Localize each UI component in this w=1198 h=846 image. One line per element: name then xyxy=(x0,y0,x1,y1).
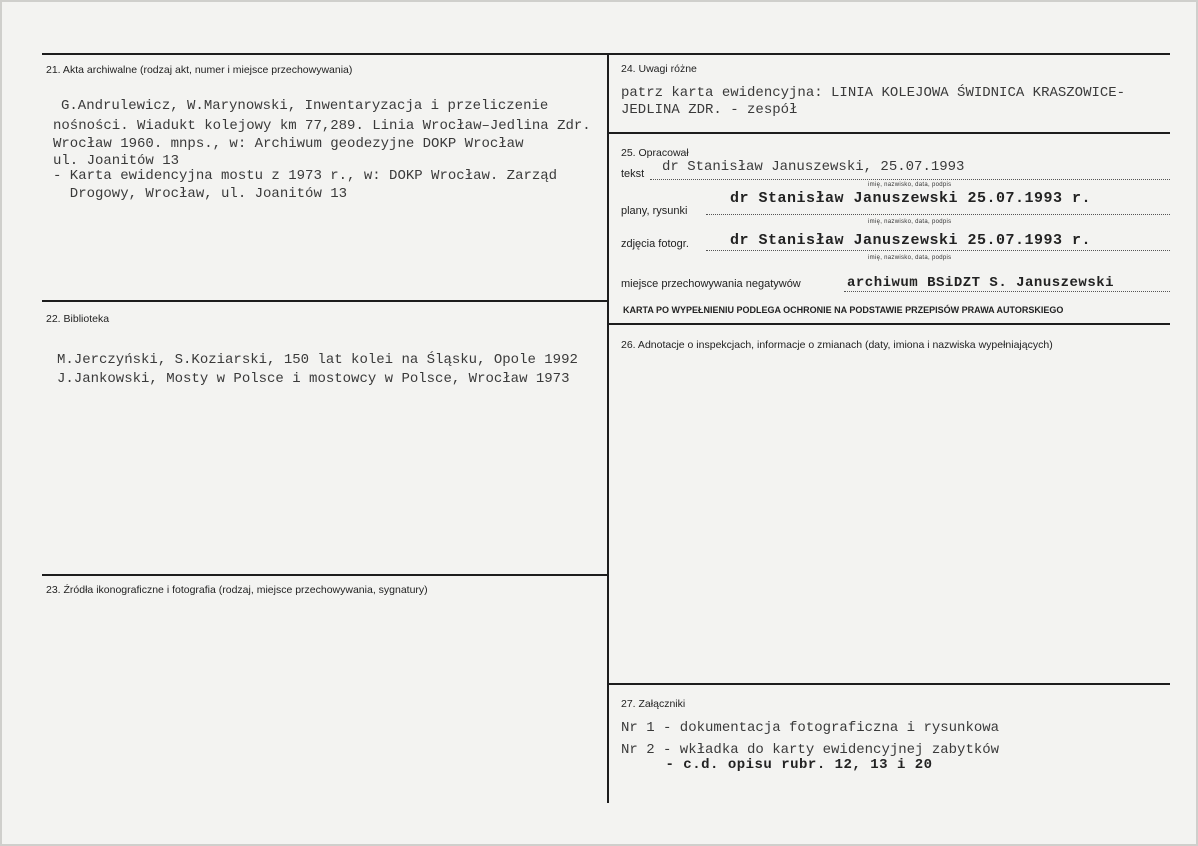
rule-27 xyxy=(608,683,1170,685)
section-26-header: 26. Adnotacje o inspekcjach, informacje o zmianach (daty, imiona i nazwiska wypełniających) xyxy=(621,339,1053,351)
tekst-caption: imię, nazwisko, data, podpis xyxy=(868,182,952,188)
top-rule-right xyxy=(608,53,1170,55)
rule-22 xyxy=(42,300,608,302)
negatywy-label: miejsce przechowywania negatywów xyxy=(621,278,801,290)
center-divider xyxy=(607,53,609,803)
s22-line-1: M.Jerczyński, S.Koziarski, 150 lat kolei na Śląsku, Opole 1992 xyxy=(57,352,578,368)
s21-line-6: Drogowy, Wrocław, ul. Joanitów 13 xyxy=(53,186,348,202)
plany-label: plany, rysunki xyxy=(621,205,688,217)
section-25-header: 25. Opracował xyxy=(621,147,689,159)
s21-line-2: nośności. Wiadukt kolejowy km 77,289. Linia Wrocław–Jedlina Zdr. xyxy=(53,118,591,134)
section-21-header: 21. Akta archiwalne (rodzaj akt, numer i miejsce przechowywania) xyxy=(46,64,353,76)
zdjecia-caption: imię, nazwisko, data, podpis xyxy=(868,255,952,261)
section-23-header: 23. Źródła ikonograficzne i fotografia (rodzaj, miejsce przechowywania, sygnatury) xyxy=(46,584,428,596)
s21-line-3: Wrocław 1960. mnps., w: Archiwum geodezyjne DOKP Wrocław xyxy=(53,136,524,152)
s22-line-2: J.Jankowski, Mosty w Polsce i mostowcy w Polsce, Wrocław 1973 xyxy=(57,371,570,387)
zdjecia-label: zdjęcia fotogr. xyxy=(621,238,689,250)
s27-line-2: Nr 2 - wkładka do karty ewidencyjnej zabytków xyxy=(621,742,1000,758)
s27-line-1: Nr 1 - dokumentacja fotograficzna i rysunkowa xyxy=(621,720,1000,736)
section-24-header: 24. Uwagi różne xyxy=(621,63,697,75)
s24-line-1: patrz karta ewidencyjna: LINIA KOLEJOWA ŚWIDNICA KRASZOWICE- xyxy=(621,85,1126,101)
tekst-value: dr Stanisław Januszewski, 25.07.1993 xyxy=(662,159,965,175)
s21-line-5: - Karta ewidencyjna mostu z 1973 r., w: DOKP Wrocław. Zarząd xyxy=(53,168,558,184)
section-22-header: 22. Biblioteka xyxy=(46,313,110,325)
rule-23 xyxy=(42,574,608,576)
zdjecia-value: dr Stanisław Januszewski 25.07.1993 r. xyxy=(730,232,1092,249)
tekst-dotted-line xyxy=(650,179,1170,180)
plany-dotted-line xyxy=(706,214,1170,215)
plany-caption: imię, nazwisko, data, podpis xyxy=(868,219,952,225)
s21-line-1: G.Andrulewicz, W.Marynowski, Inwentaryzacja i przeliczenie xyxy=(61,98,549,114)
s24-line-2: JEDLINA ZDR. - zespół xyxy=(621,102,798,118)
section-27-header: 27. Załączniki xyxy=(621,698,686,710)
plany-value: dr Stanisław Januszewski 25.07.1993 r. xyxy=(730,190,1092,207)
tekst-label: tekst xyxy=(621,168,645,180)
rule-26 xyxy=(608,323,1170,325)
s21-line-4: ul. Joanitów 13 xyxy=(53,153,180,169)
s27-line-3: - c.d. opisu rubr. 12, 13 i 20 xyxy=(621,757,933,773)
copyright-notice: KARTA PO WYPEŁNIENIU PODLEGA OCHRONIE NA PODSTAWIE PRZEPISÓW PRAWA AUTORSKIEGO xyxy=(623,305,1064,315)
negatywy-value: archiwum BSiDZT S. Januszewski xyxy=(847,275,1115,291)
top-rule-left xyxy=(42,53,608,55)
rule-25 xyxy=(608,132,1170,134)
